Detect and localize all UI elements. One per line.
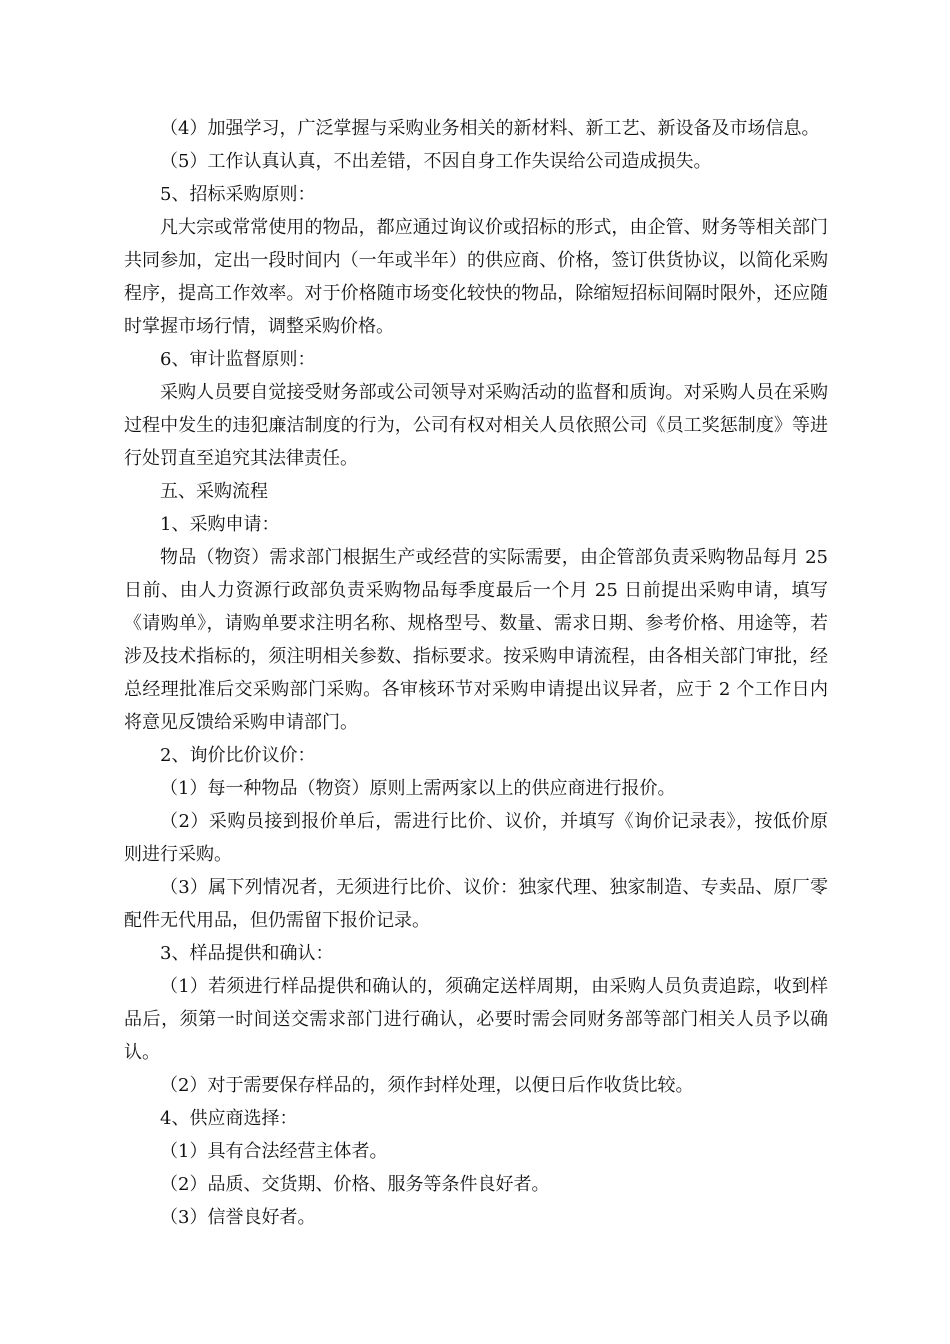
paragraph-bidding-principle: 凡大宗或常常使用的物品，都应通过询议价或招标的形式，由企管、财务等相关部门共同参加，定出一段时间内（一年或半年）的供应商、价格，签订供货协议，以简化采购程序，提高工作效率。对于价格随市场变化较快的物品，除缩短招标间隔时限外，还应随时掌握市场行情，调整采购价格。 — [124, 217, 828, 337]
heading-sample-confirmation: 3、样品提供和确认： — [160, 943, 334, 964]
heading-bidding-principle: 5、招标采购原则： — [160, 184, 316, 205]
paragraph-inquiry-1: （1）每一种物品（物资）原则上需两家以上的供应商进行报价。 — [160, 778, 676, 799]
paragraph-supplier-3: （3）信誉良好者。 — [160, 1207, 316, 1228]
paragraph-inquiry-3: （3）属下列情况者，无须进行比价、议价：独家代理、独家制造、专卖品、原厂零配件无代用品，但仍需留下报价记录。 — [124, 877, 828, 931]
paragraph-sample-2: （2）对于需要保存样品的，须作封样处理，以便日后作收货比较。 — [160, 1075, 694, 1096]
paragraph-inquiry-2: （2）采购员接到报价单后，需进行比价、议价，并填写《询价记录表》，按低价原则进行采购。 — [124, 811, 828, 865]
heading-purchase-request: 1、采购申请： — [160, 514, 280, 535]
paragraph-purchase-request: 物品（物资）需求部门根据生产或经营的实际需要，由企管部负责采购物品每月 25 日前、由人力资源行政部负责采购物品每季度最后一个月 25 日前提出采购申请，填写《请购单》，请购单要求注明名称、规格型号、数量、需求日期、参考价格、用途等，若涉及技术指标的，须注明相关参数、指标要求。按采购申请流程，由各相关部门审批，经总经理批准后交采购部门采购。各审核环节对采购申请提出议异者，应于 2 个工作日内将意见反馈给采购申请部门。 — [124, 547, 828, 733]
paragraph-item-5-diligence: （5）工作认真认真，不出差错，不因自身工作失误给公司造成损失。 — [160, 151, 712, 172]
heading-supplier-selection: 4、供应商选择： — [160, 1108, 298, 1129]
paragraph-item-4-study: （4）加强学习，广泛掌握与采购业务相关的新材料、新工艺、新设备及市场信息。 — [160, 118, 820, 139]
paragraph-sample-1: （1）若须进行样品提供和确认的，须确定送样周期，由采购人员负责追踪，收到样品后，须第一时间送交需求部门进行确认，必要时需会同财务部等部门相关人员予以确认。 — [124, 976, 828, 1063]
paragraph-supplier-1: （1）具有合法经营主体者。 — [160, 1141, 388, 1162]
section-heading-procurement-process: 五、采购流程 — [160, 481, 268, 502]
heading-audit-principle: 6、审计监督原则： — [160, 349, 316, 370]
paragraph-supplier-2: （2）品质、交货期、价格、服务等条件良好者。 — [160, 1174, 550, 1195]
document-body — [124, 112, 828, 1234]
paragraph-audit-principle: 采购人员要自觉接受财务部或公司领导对采购活动的监督和质询。对采购人员在采购过程中发生的违犯廉洁制度的行为，公司有权对相关人员依照公司《员工奖惩制度》等进行处罚直至追究其法律责任。 — [124, 382, 828, 469]
heading-price-inquiry: 2、询价比价议价： — [160, 745, 316, 766]
